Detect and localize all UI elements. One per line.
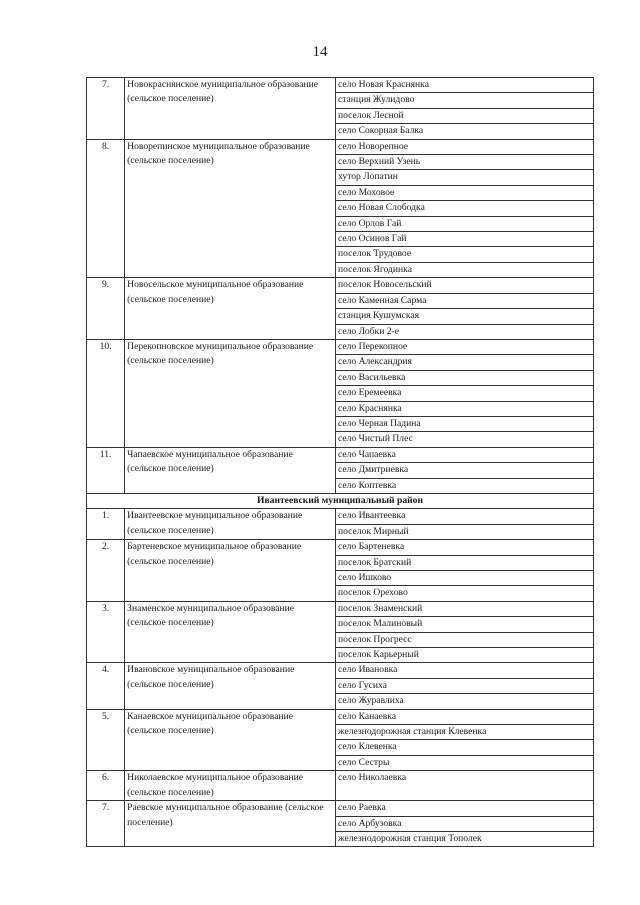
table-row <box>87 771 594 801</box>
settlement-name: село Новорепное <box>335 139 593 154</box>
settlement-name: село Чистый Плес <box>335 432 593 447</box>
settlement-name: поселок Братский <box>335 555 593 570</box>
table-row <box>87 139 594 154</box>
settlement-name: поселок Ягодинка <box>335 262 593 277</box>
municipality-name: Николаевское муниципальное образование (сельское поселение) <box>125 771 336 801</box>
row-number: 1. <box>87 509 125 540</box>
table-row <box>87 801 594 816</box>
settlement-name: село Журавлиха <box>335 694 593 709</box>
settlements-table <box>86 77 594 847</box>
settlement-name: село Коптевка <box>335 478 593 493</box>
municipality-name: Новосельское муниципальное образование (сельское поселение) <box>125 278 336 340</box>
row-number: 3. <box>87 601 125 663</box>
table-row <box>87 339 594 354</box>
settlement-name: станция Жулидово <box>335 93 593 108</box>
table-row <box>87 709 594 724</box>
settlement-name: поселок Малиновый <box>335 617 593 632</box>
district-name: Ивантеевский муниципальный район <box>87 493 594 508</box>
settlement-name: село Ишково <box>335 571 593 586</box>
settlement-name: село Орлов Гай <box>335 216 593 231</box>
settlement-name: село Новая Краснянка <box>335 78 593 93</box>
district-header-row <box>87 493 594 508</box>
settlement-name: село Клевенка <box>335 740 593 755</box>
settlement-name: село Канаевка <box>335 709 593 724</box>
table-row <box>87 509 594 524</box>
settlement-name: село Александрия <box>335 355 593 370</box>
row-number: 9. <box>87 278 125 340</box>
municipality-name: Знаменское муниципальное образование (сельское поселение) <box>125 601 336 663</box>
settlement-name: станция Кушумская <box>335 309 593 324</box>
municipality-name: Ивановское муниципальное образование (сельское поселение) <box>125 663 336 709</box>
municipality-name: Бартеневское муниципальное образование (сельское поселение) <box>125 540 336 602</box>
row-number: 7. <box>87 78 125 140</box>
row-number: 2. <box>87 540 125 602</box>
municipality-name: Канаевское муниципальное образование (сельское поселение) <box>125 709 336 771</box>
settlement-name: поселок Мирный <box>335 524 593 539</box>
municipality-name: Новорепинское муниципальное образование (сельское поселение) <box>125 139 336 278</box>
settlement-name: село Чапаевка <box>335 447 593 462</box>
settlement-name: село Еремеевка <box>335 386 593 401</box>
row-number: 11. <box>87 447 125 493</box>
municipality-name: Перекопновское муниципальное образование (сельское поселение) <box>125 339 336 447</box>
settlement-name: село Бартеневка <box>335 540 593 555</box>
settlement-name: село Краснянка <box>335 401 593 416</box>
table-row <box>87 78 594 93</box>
settlement-name: село Арбузовка <box>335 816 593 831</box>
settlement-name: село Осинов Гай <box>335 232 593 247</box>
settlement-name: поселок Карьерный <box>335 648 593 663</box>
settlement-name: поселок Трудовое <box>335 247 593 262</box>
settlement-name: село Ивановка <box>335 663 593 678</box>
municipality-name: Ивантеевское муниципальное образование (сельское поселение) <box>125 509 336 540</box>
table-row <box>87 601 594 616</box>
row-number: 5. <box>87 709 125 771</box>
settlement-name: село Сокорная Балка <box>335 124 593 139</box>
municipality-name: Чапаевское муниципальное образование (сельское поселение) <box>125 447 336 493</box>
row-number: 7. <box>87 801 125 847</box>
settlement-name: хутор Лопатин <box>335 170 593 185</box>
table-row <box>87 447 594 462</box>
table-body <box>87 78 594 847</box>
row-number: 6. <box>87 771 125 801</box>
settlement-name: село Перекопное <box>335 339 593 354</box>
settlement-name: железнодорожная станция Клевенка <box>335 725 593 740</box>
settlement-name: поселок Орехово <box>335 586 593 601</box>
settlement-name: село Верхний Узень <box>335 155 593 170</box>
settlement-name: село Гусиха <box>335 678 593 693</box>
settlement-name: село Новая Слободка <box>335 201 593 216</box>
table-row <box>87 278 594 293</box>
settlement-name: поселок Лесной <box>335 108 593 123</box>
settlement-name: село Николаевка <box>335 771 593 801</box>
table-row <box>87 663 594 678</box>
row-number: 4. <box>87 663 125 709</box>
settlement-name: село Раевка <box>335 801 593 816</box>
settlement-name: село Дмитриевка <box>335 463 593 478</box>
settlement-name: поселок Знаменский <box>335 601 593 616</box>
page-number: 14 <box>312 44 328 60</box>
settlement-name: поселок Прогресс <box>335 632 593 647</box>
settlement-name: село Сестры <box>335 755 593 770</box>
settlement-name: железнодорожная станция Тополек <box>335 831 593 846</box>
settlement-name: село Ивантеевка <box>335 509 593 524</box>
settlement-name: село Черная Падина <box>335 416 593 431</box>
row-number: 10. <box>87 339 125 447</box>
municipality-name: Новокраснянское муниципальное образование (сельское поселение) <box>125 78 336 140</box>
settlement-name: село Лобки 2-е <box>335 324 593 339</box>
row-number: 8. <box>87 139 125 278</box>
settlement-name: поселок Новосельский <box>335 278 593 293</box>
municipality-name: Раевское муниципальное образование (сельское поселение) <box>125 801 336 847</box>
settlement-name: село Каменная Сарма <box>335 293 593 308</box>
settlement-name: село Моховое <box>335 185 593 200</box>
settlement-name: село Васильевка <box>335 370 593 385</box>
table-row <box>87 540 594 555</box>
